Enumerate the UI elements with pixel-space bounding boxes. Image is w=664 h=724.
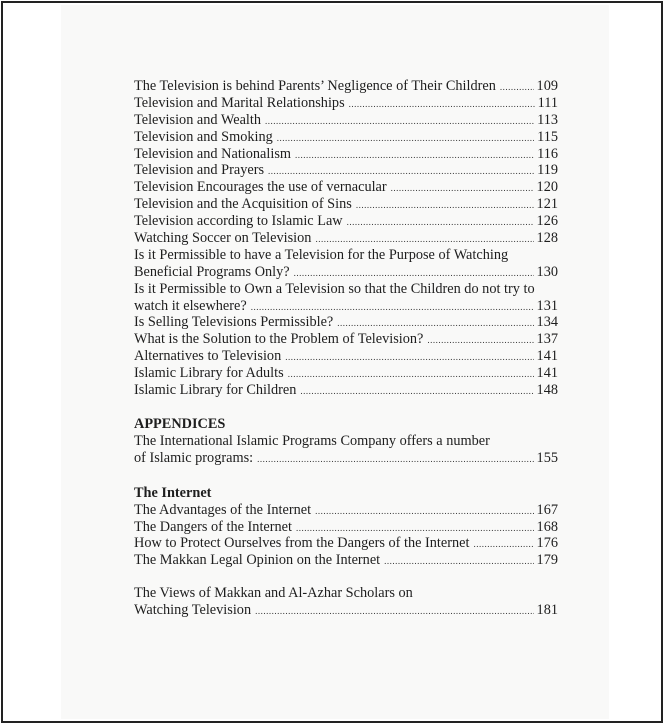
spacer — [134, 467, 558, 485]
toc-entry-title: Television and Marital Relationships — [134, 94, 345, 111]
dot-leader — [473, 536, 533, 553]
toc-entry-page: 131 — [536, 297, 558, 314]
dot-leader — [300, 383, 533, 400]
toc-entry — [134, 264, 558, 281]
toc-entry-page: 109 — [536, 78, 558, 94]
dot-leader — [277, 130, 534, 147]
toc-entry-title: Television Encourages the use of vernacular — [134, 179, 387, 196]
toc-entry-page: 115 — [537, 128, 558, 145]
toc-entry-title: What is the Solution to the Problem of Television? — [134, 331, 424, 348]
dot-leader — [349, 96, 535, 113]
toc-entry — [134, 78, 558, 95]
spacer — [134, 569, 558, 585]
toc-entry-page: 176 — [536, 535, 558, 552]
toc-entry-page: 130 — [536, 263, 558, 280]
toc-entry-page: 181 — [536, 602, 558, 619]
dot-leader — [285, 349, 533, 366]
toc-entry — [134, 213, 558, 230]
toc-entry-title-line1: The International Islamic Programs Company offers a number — [134, 432, 490, 449]
toc-entry-title: The Makkan Legal Opinion on the Internet — [134, 552, 381, 569]
toc-entry-title: Television and Smoking — [134, 128, 273, 145]
toc-entry — [134, 95, 558, 112]
toc-entry-page: 116 — [537, 145, 558, 162]
internet-heading: The Internet — [134, 484, 212, 501]
toc-entry-title-line2: Watching Television — [134, 602, 252, 619]
toc-entry-title-line2: Beneficial Programs Only? — [134, 263, 290, 280]
toc-entry — [134, 450, 558, 467]
toc-entry — [134, 162, 558, 179]
dot-leader — [288, 366, 534, 383]
dot-leader — [500, 79, 534, 96]
toc-entry-title-line2: of Islamic programs: — [134, 449, 254, 466]
spacer — [134, 399, 558, 416]
toc-entry-title: How to Protect Ourselves from the Dangers of the Internet — [134, 535, 470, 552]
dot-leader — [295, 147, 534, 164]
toc-entry — [134, 602, 558, 619]
toc-entry — [134, 314, 558, 331]
toc-entry-title-line1: Is it Permissible to have a Television for the Purpose of Watching — [134, 246, 509, 263]
appendices-heading: APPENDICES — [134, 415, 226, 432]
toc-entry-title-line1: Is it Permissible to Own a Television so that the Children do not try to — [134, 280, 535, 297]
toc-entry — [134, 112, 558, 129]
toc-entry-title: The Dangers of the Internet — [134, 518, 292, 535]
toc-entry-title: Islamic Library for Children — [134, 382, 297, 399]
toc-entry — [134, 382, 558, 399]
dot-leader — [347, 214, 534, 231]
dot-leader — [268, 163, 534, 180]
toc-entry-page: 111 — [537, 94, 558, 111]
toc-entry — [134, 298, 558, 315]
toc-entry — [134, 331, 558, 348]
toc-entry-title-line1: The Views of Makkan and Al-Azhar Scholars on — [134, 585, 413, 602]
toc-entry-title-line2: watch it elsewhere? — [134, 297, 247, 314]
toc-entry-page: 128 — [536, 230, 558, 247]
toc-entry — [134, 196, 558, 213]
toc-entry-page: 119 — [537, 162, 558, 179]
toc-entry-page: 155 — [536, 449, 558, 466]
toc-entry — [134, 552, 558, 569]
toc-entry-title: Television and Wealth — [134, 111, 262, 128]
dot-leader — [384, 553, 533, 570]
dot-leader — [296, 520, 534, 537]
toc-entry — [134, 230, 558, 247]
toc-entry — [134, 535, 558, 552]
toc-entry-title: Television and the Acquisition of Sins — [134, 196, 352, 213]
toc-entry-page: 141 — [536, 348, 558, 365]
dot-leader — [391, 180, 534, 197]
table-of-contents — [134, 78, 558, 619]
toc-entry — [134, 129, 558, 146]
dot-leader — [255, 603, 533, 620]
toc-entry-page: 148 — [536, 382, 558, 399]
dot-leader — [427, 332, 533, 349]
toc-entry-page: 179 — [536, 552, 558, 569]
toc-entry — [134, 502, 558, 519]
toc-entry — [134, 519, 558, 536]
toc-entry-page: 137 — [536, 331, 558, 348]
dot-leader — [356, 197, 534, 214]
toc-entry-page: 168 — [536, 518, 558, 535]
toc-entry — [134, 146, 558, 163]
toc-entry-page: 167 — [536, 501, 558, 518]
toc-entry-page: 120 — [536, 179, 558, 196]
toc-entry-title: Television and Nationalism — [134, 145, 292, 162]
toc-entry-page: 121 — [536, 196, 558, 213]
dot-leader — [294, 265, 534, 282]
toc-entry-title: Alternatives to Television — [134, 348, 282, 365]
toc-entry-page: 113 — [537, 111, 558, 128]
toc-entry-title: Television and Prayers — [134, 162, 265, 179]
toc-entry-page: 134 — [536, 314, 558, 331]
dot-leader — [251, 299, 534, 316]
toc-entry-title: The Television is behind Parents’ Negligence of Their Children — [134, 78, 496, 94]
toc-entry — [134, 365, 558, 382]
dot-leader — [315, 231, 533, 248]
toc-entry-title: Is Selling Televisions Permissible? — [134, 314, 334, 331]
toc-entry-title: The Advantages of the Internet — [134, 501, 312, 518]
toc-entry-page: 141 — [536, 365, 558, 382]
toc-entry — [134, 348, 558, 365]
toc-entry-title: Islamic Library for Adults — [134, 365, 284, 382]
toc-entry-title: Watching Soccer on Television — [134, 230, 312, 247]
toc-entry — [134, 179, 558, 196]
toc-entry-title: Television according to Islamic Law — [134, 213, 343, 230]
toc-entry-page: 126 — [536, 213, 558, 230]
dot-leader — [315, 503, 533, 520]
dot-leader — [265, 113, 534, 130]
dot-leader — [257, 451, 533, 468]
dot-leader — [337, 315, 533, 332]
